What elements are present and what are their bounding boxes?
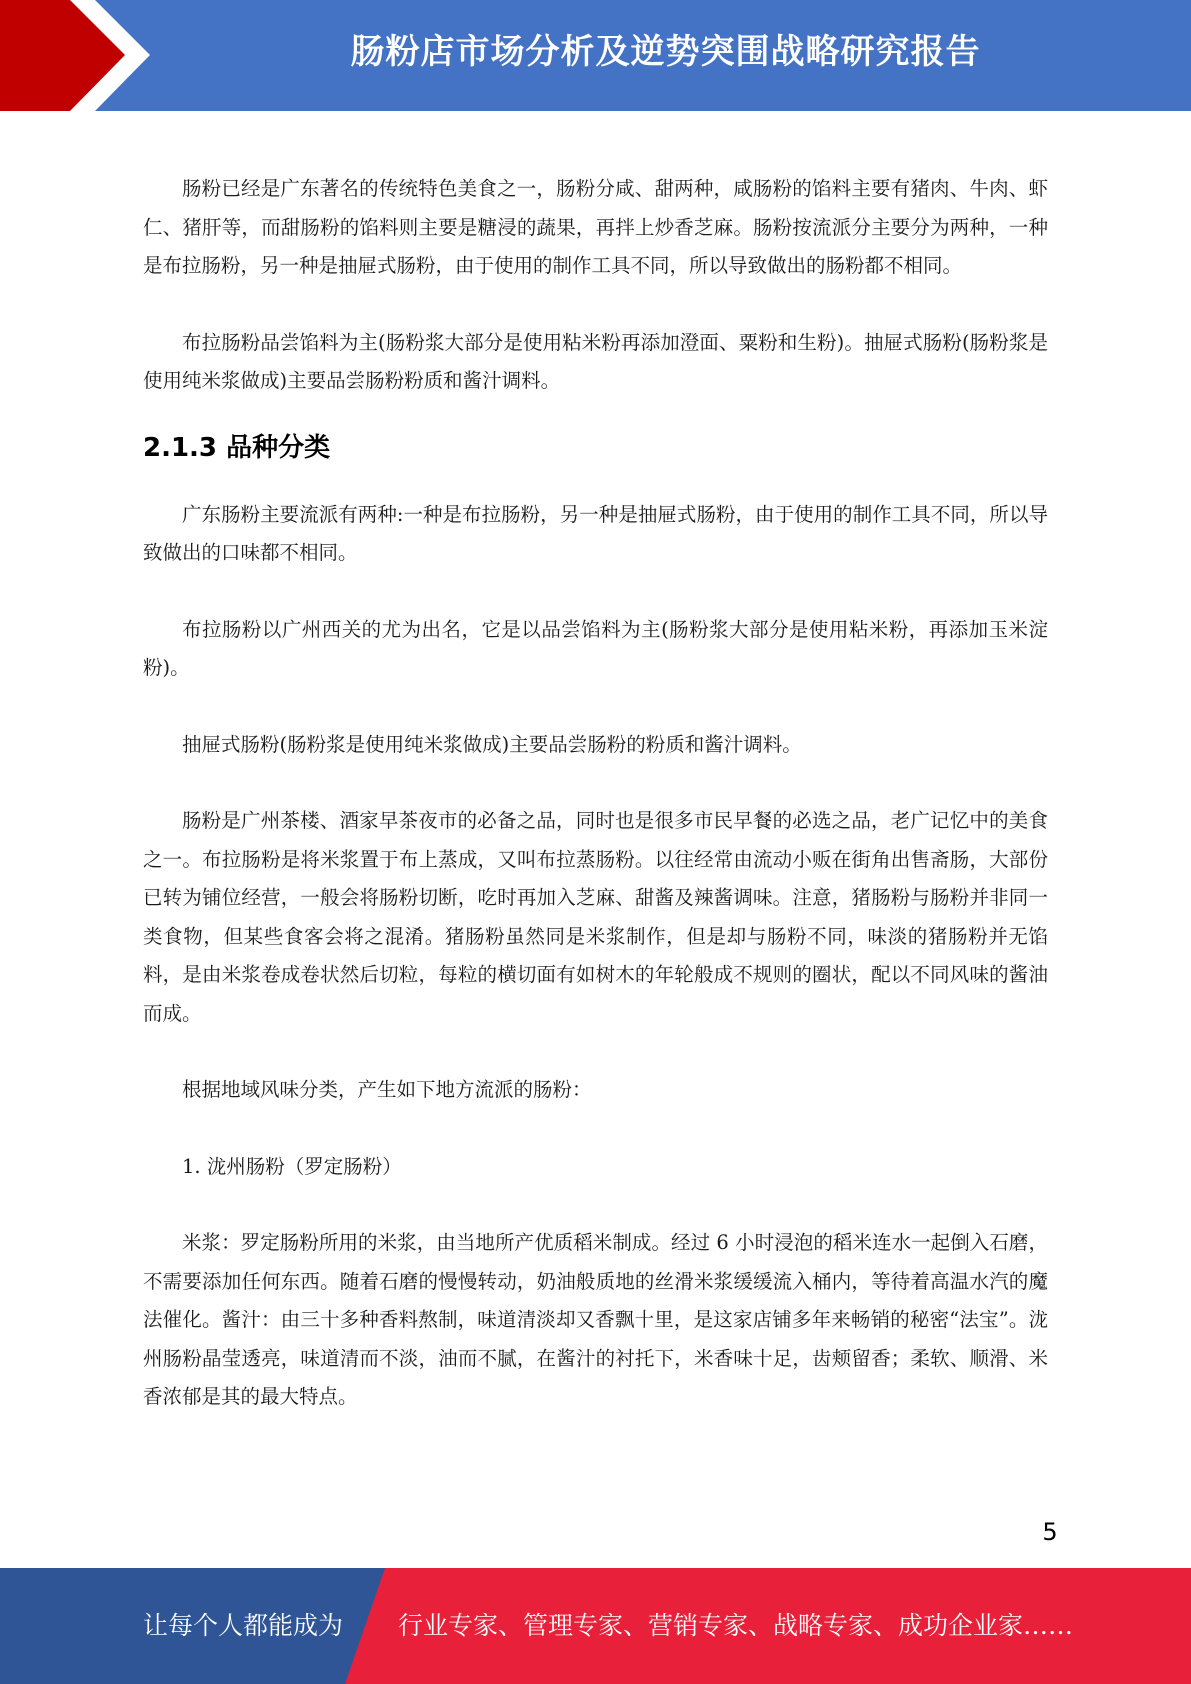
paragraph-two-schools: 广东肠粉主要流派有两种:一种是布拉肠粉，另一种是抽屉式肠粉，由于使用的制作工具不同，所以导致做出的口味都不相同。 xyxy=(143,502,1048,564)
header-arrow-decoration xyxy=(0,0,160,111)
paragraph-intro: 肠粉已经是广东著名的传统特色美食之一，肠粉分咸、甜两种，咸肠粉的馅料主要有猪肉、牛肉、虾仁、猪肝等，而甜肠粉的馅料则主要是糖浸的蔬果，再拌上炒香芝麻。肠粉按流派分主要分为两种，一种是布拉肠粉，另一种是抽屉式肠粉，由于使用的制作工具不同，所以导致做出的肠粉都不相同。 xyxy=(143,177,1048,277)
paragraph-longzhou-detail: 米浆：罗定肠粉所用的米浆，由当地所产优质稻米制成。经过 6 小时浸泡的稻米连水一起倒入石磨，不需要添加任何东西。随着石磨的慢慢转动，奶油般质地的丝滑米浆缓缓流入桶内，等待着高温水汽的魔法催化。酱汁：由三十多种香料熬制，味道清淡却又香飘十里，是这家店铺多年来畅销的秘密“法宝”。泷州肠粉晶莹透亮，味道清而不淡，油而不腻，在酱汁的衬托下，米香味十足，齿颊留香；柔软、顺滑、米香浓郁是其的最大特点。 xyxy=(143,1231,1048,1408)
report-title: 肠粉店市场分析及逆势突围战略研究报告 xyxy=(350,32,981,72)
footer-slogan-right: 行业专家、管理专家、营销专家、战略专家、成功企业家…… xyxy=(398,1611,1074,1640)
page-header xyxy=(0,0,1191,111)
paragraph-bula: 布拉肠粉以广州西关的尤为出名，它是以品尝馅料为主(肠粉浆大部分是使用粘米粉，再添加玉米淀粉)。 xyxy=(143,617,1048,679)
paragraph-regional-intro: 根据地域风味分类，产生如下地方流派的肠粉： xyxy=(182,1078,592,1101)
paragraph-drawer: 抽屉式肠粉(肠粉浆是使用纯米浆做成)主要品尝肠粉的粉质和酱汁调料。 xyxy=(182,732,802,756)
paragraph-teahouse: 肠粉是广州茶楼、酒家早茶夜市的必备之品，同时也是很多市民早餐的必选之品，老广记忆中的美食之一。布拉肠粉是将米浆置于布上蒸成，又叫布拉蒸肠粉。以往经常由流动小贩在街角出售斋肠，大部份已转为铺位经营，一般会将肠粉切断，吃时再加入芝麻、甜酱及辣酱调味。注意，猪肠粉与肠粉并非同一类食物，但某些食客会将之混淆。猪肠粉虽然同是米浆制作，但是却与肠粉不同，味淡的猪肠粉并无馅料，是由米浆卷成卷状然后切粒，每粒的横切面有如树木的年轮般成不规则的圈状，配以不同风味的酱油而成。 xyxy=(143,809,1048,1025)
paragraph-bula-vs-drawer: 布拉肠粉品尝馅料为主(肠粉浆大部分是使用粘米粉再添加澄面、粟粉和生粉)。抽屉式肠粉(肠粉浆是使用纯米浆做成)主要品尝肠粉粉质和酱汁调料。 xyxy=(143,330,1048,392)
footer-slogan-left: 让每个人都能成为 xyxy=(143,1611,344,1640)
list-item-longzhou: 1. 泷州肠粉（罗定肠粉） xyxy=(182,1154,402,1178)
page-number: 5 xyxy=(1042,1518,1058,1546)
document-body xyxy=(143,170,1048,1417)
page-footer xyxy=(0,1568,1191,1684)
section-heading: 2.1.3 品种分类 xyxy=(143,432,331,463)
